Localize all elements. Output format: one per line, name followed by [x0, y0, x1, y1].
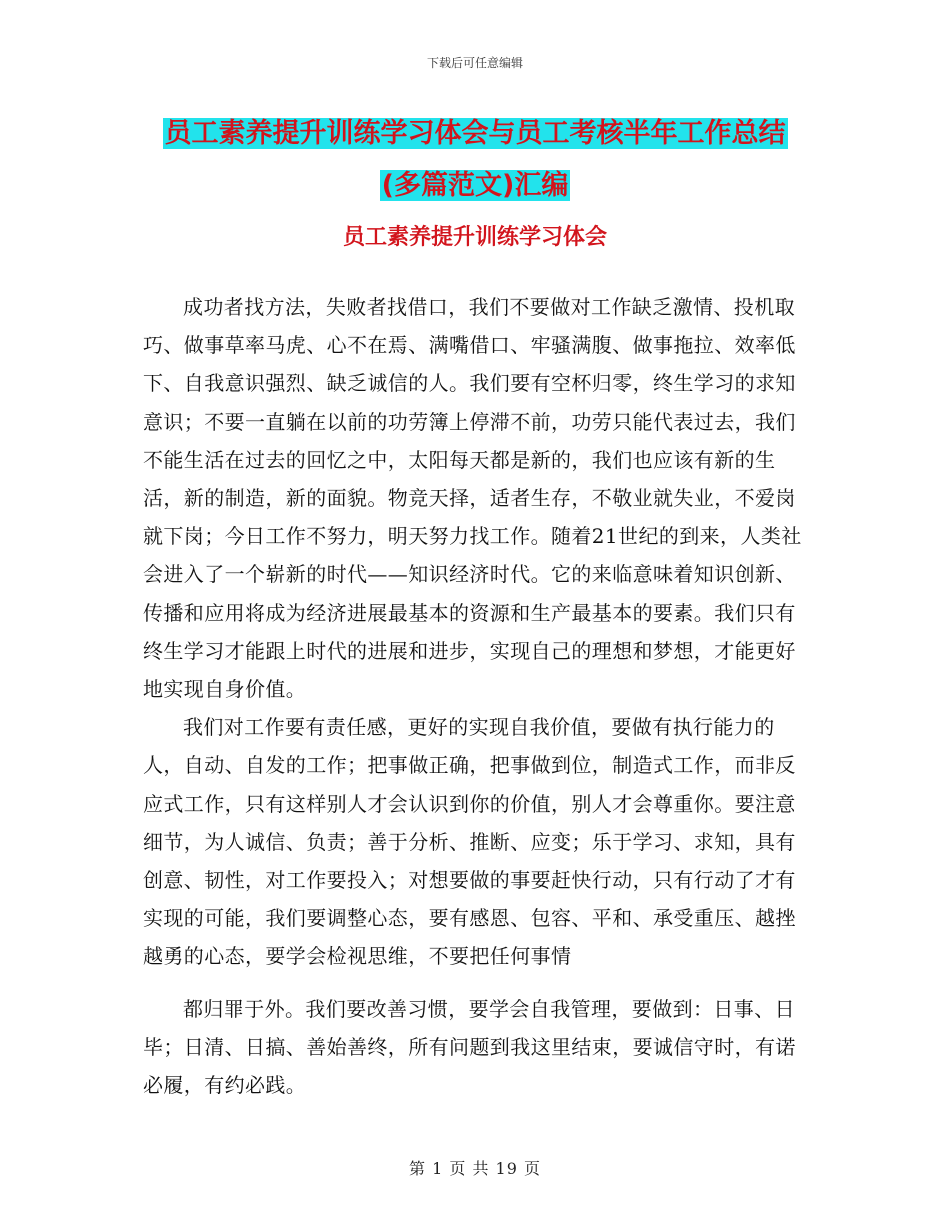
paragraph: 都归罪于外。我们要改善习惯，要学会自我管理，要做到：日事、日毕；日清、日搞、善始善终，所有问题到我这里结束，要诚信守时，有诺必履，有约必践。: [143, 996, 796, 1098]
paragraph: 我们对工作要有责任感，更好的实现自我价值，要做有执行能力的人，自动、自发的工作；把事做正确，把事做到位，制造式工作，而非反应式工作，只有这样别人才会认识到你的价值，别人才会尊重你。要注意细节，为人诚信、负责；善于分析、推断、应变；乐于学习、求知，具有创意、韧性，对工作要投入；对想要做的事要赶快行动，只有行动了才有实现的可能，我们要调整心态，要有感恩、包容、平和、承受重压、越挫越勇的心态，要学会检视思维，不要把任何事情: [143, 715, 796, 969]
document-title-line-2: (多篇范文)汇编: [381, 170, 569, 201]
page-number: 第 1 页 共 19 页: [409, 1159, 541, 1178]
paragraph: 成功者找方法，失败者找借口，我们不要做对工作缺乏激情、投机取巧、做事草率马虎、心不在焉、满嘴借口、牢骚满腹、做事拖拉、效率低下、自我意识强烈、缺乏诚信的人。我们要有空杯归零，终生学习的求知意识；不要一直躺在以前的功劳簿上停滞不前，功劳只能代表过去，我们不能生活在过去的回忆之中，太阳每天都是新的，我们也应该有新的生活，新的制造，新的面貌。物竞天择，适者生存，不敬业就失业，不爱岗就下岗；今日工作不努力，明天努力找工作。随着21世纪的到来，人类社会进入了一个崭新的时代——知识经济时代。它的来临意味着知识创新、传播和应用将成为经济进展最基本的资源和生产最基本的要素。我们只有终生学习才能跟上时代的进展和进步，实现自己的理想和梦想，才能更好地实现自身价值。: [143, 295, 802, 702]
document-title-line-1: 员工素养提升训练学习体会与员工考核半年工作总结: [164, 118, 786, 149]
section-title: 员工素养提升训练学习体会: [342, 225, 607, 250]
header-note: 下载后可任意编辑: [426, 56, 523, 70]
document-title: [150, 108, 800, 212]
body-text: [143, 288, 815, 1104]
